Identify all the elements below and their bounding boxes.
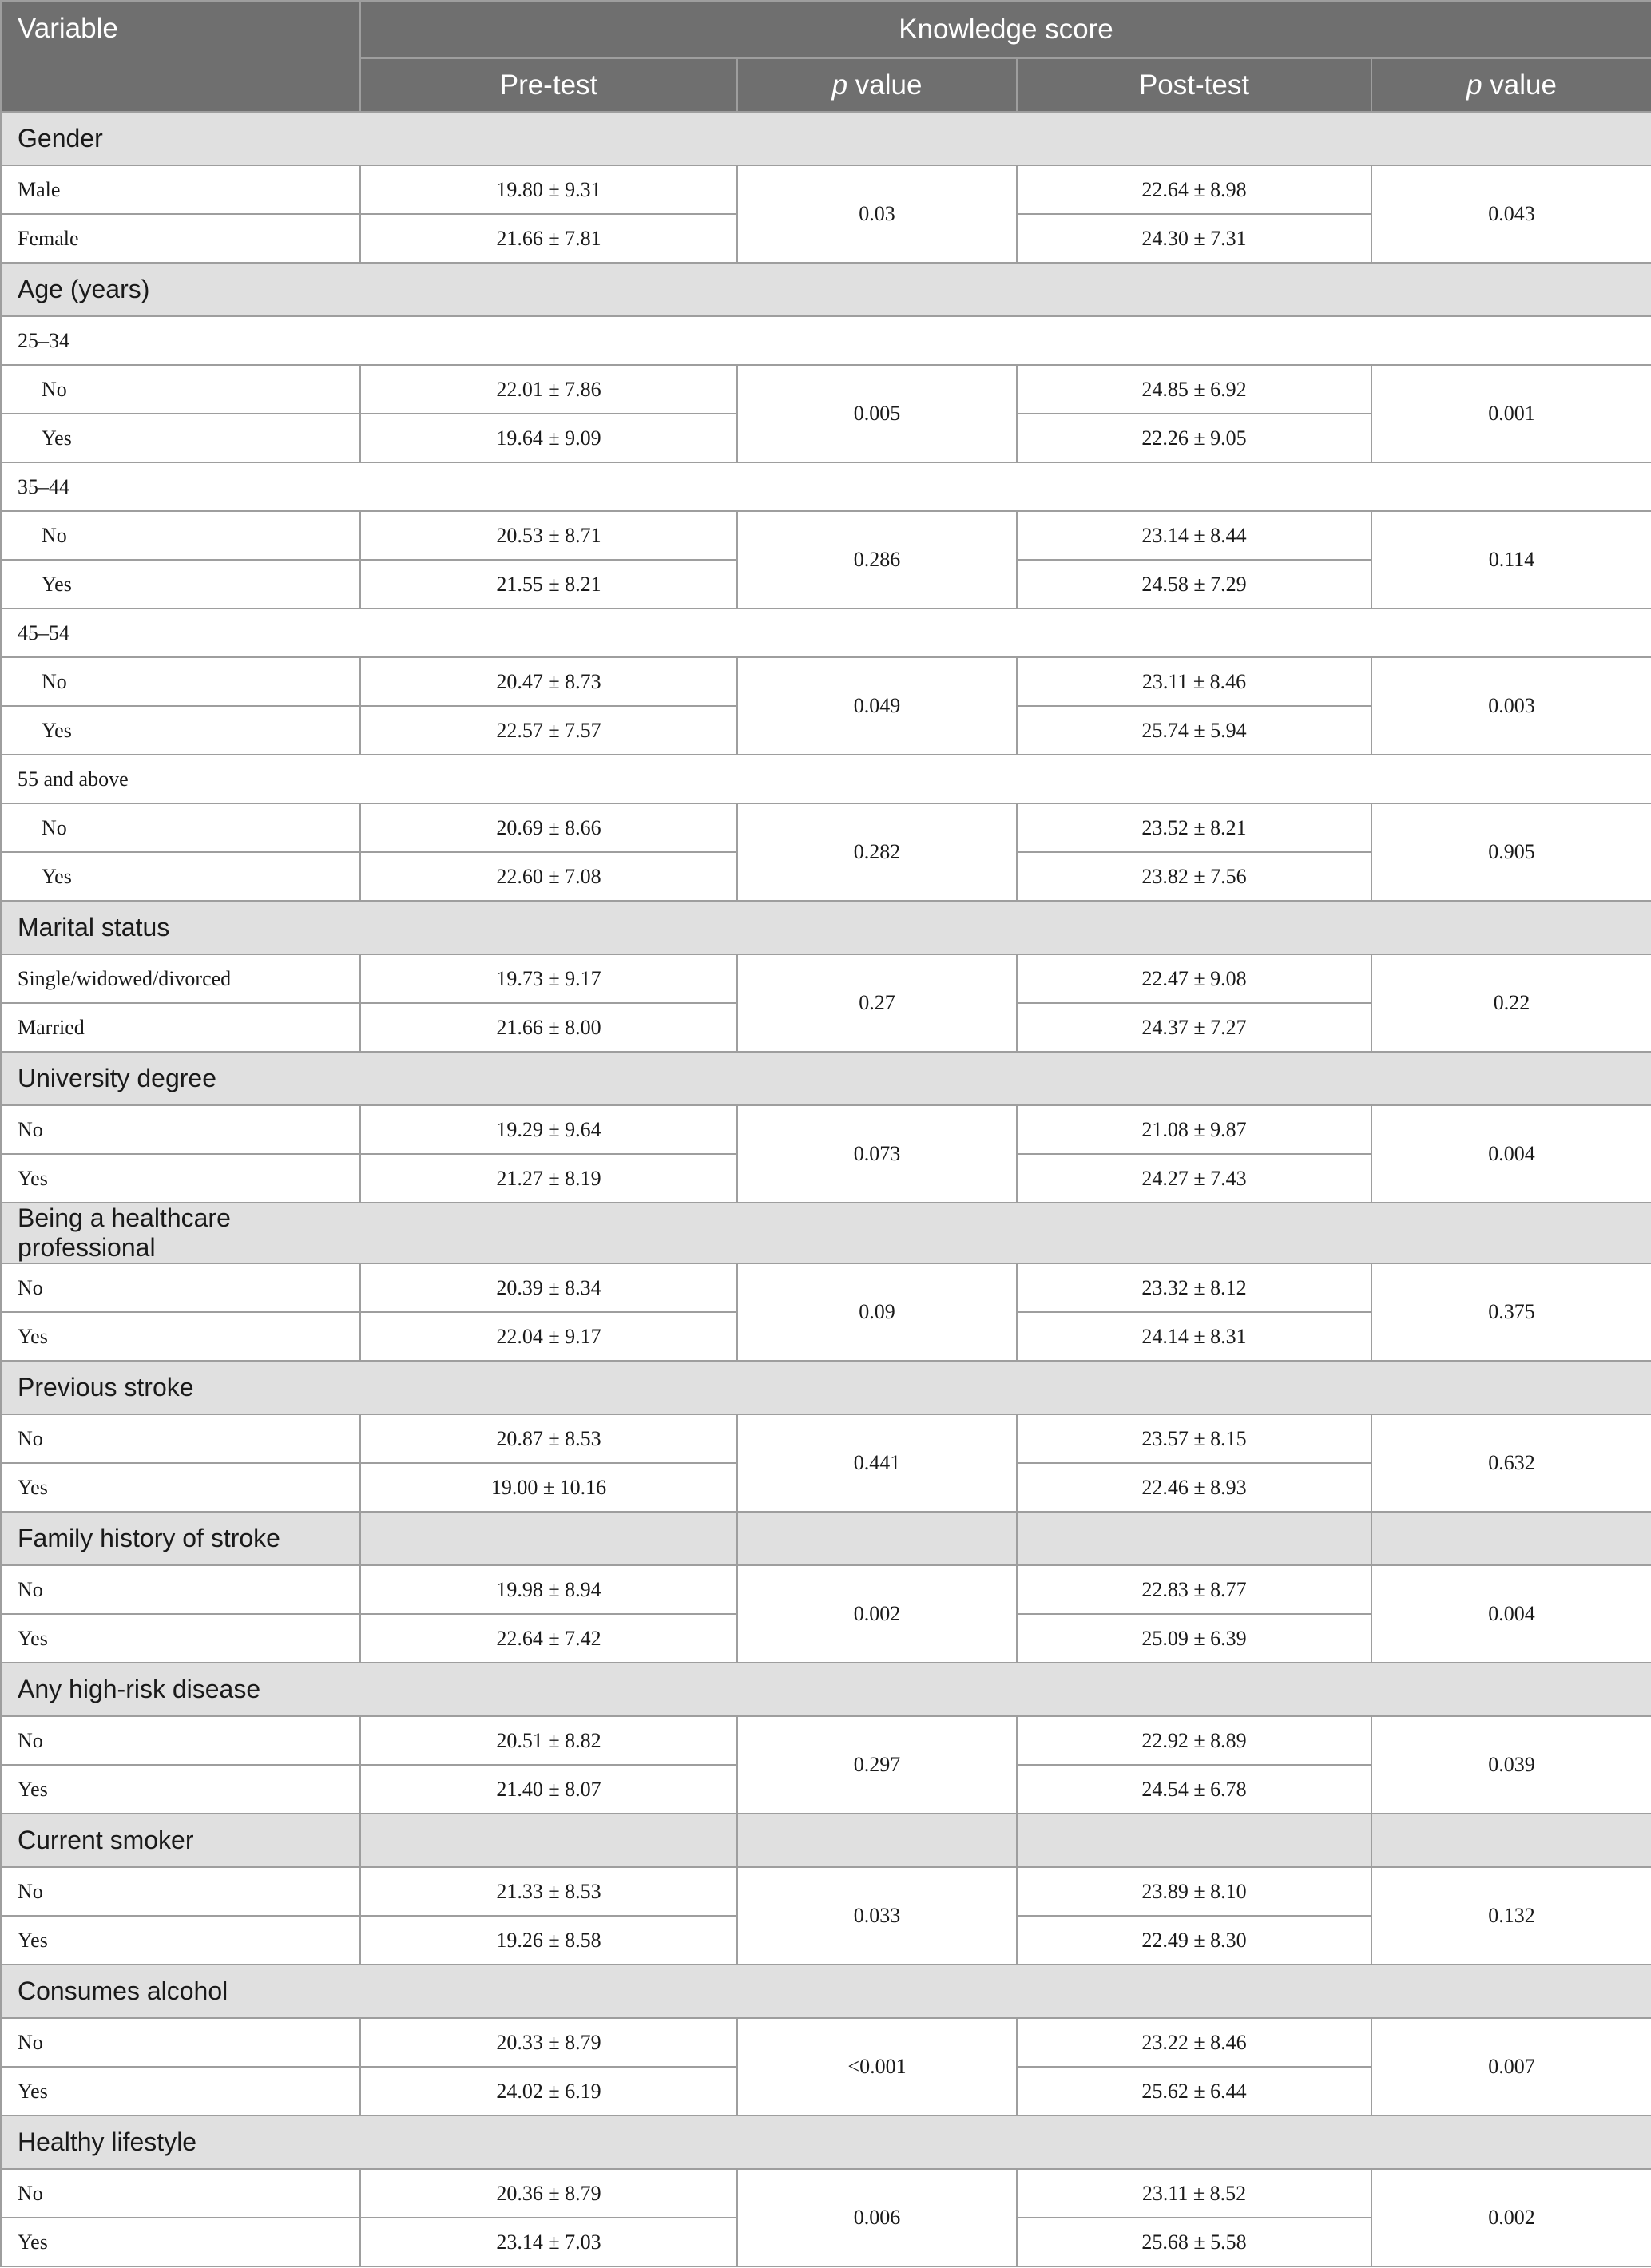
row-label: No: [1, 1565, 360, 1614]
category-cell: [737, 1203, 1017, 1263]
category-label: Family history of stroke: [1, 1512, 360, 1565]
pre-test-score: 22.57 ± 7.57: [360, 706, 737, 755]
post-test-p-value: 0.001: [1371, 365, 1651, 462]
post-test-score: 23.82 ± 7.56: [1017, 852, 1371, 901]
table-row: [1, 1414, 1651, 1463]
category-cell: [1371, 263, 1651, 316]
post-test-p-value: 0.007: [1371, 2018, 1651, 2115]
pre-test-score: 20.33 ± 8.79: [360, 2018, 737, 2067]
table-row: [1, 657, 1651, 706]
category-label: Healthy lifestyle: [1, 2115, 360, 2169]
post-test-p-value-header: [1371, 58, 1651, 112]
post-test-score: 23.11 ± 8.46: [1017, 657, 1371, 706]
subgroup-cell: [360, 609, 737, 657]
subgroup-row: [1, 609, 1651, 657]
row-label: Yes: [1, 852, 360, 901]
subgroup-row: [1, 316, 1651, 365]
category-row: [1, 2115, 1651, 2169]
post-test-p-value: 0.004: [1371, 1565, 1651, 1663]
pre-test-score: 19.29 ± 9.64: [360, 1105, 737, 1154]
post-test-score: 21.08 ± 9.87: [1017, 1105, 1371, 1154]
category-row: [1, 1965, 1651, 2018]
post-test-score: 22.49 ± 8.30: [1017, 1916, 1371, 1965]
subgroup-cell: [360, 755, 737, 803]
table-row: [1, 511, 1651, 560]
pre-test-score: 22.64 ± 7.42: [360, 1614, 737, 1663]
post-test-p-value: 0.002: [1371, 2169, 1651, 2266]
post-test-p-value: 0.905: [1371, 803, 1651, 901]
table-body: [1, 112, 1651, 2266]
post-test-p-value: 0.114: [1371, 511, 1651, 609]
category-cell: [737, 1052, 1017, 1105]
table-row: [1, 365, 1651, 414]
pre-test-header: Pre-test: [360, 58, 737, 112]
category-row: [1, 1814, 1651, 1867]
row-label: Married: [1, 1003, 360, 1052]
table-row: [1, 1716, 1651, 1765]
pre-test-p-value: 0.049: [737, 657, 1017, 755]
post-test-score: 23.89 ± 8.10: [1017, 1867, 1371, 1916]
table-row: [1, 1105, 1651, 1154]
category-cell: [737, 901, 1017, 954]
category-cell: [360, 112, 737, 165]
category-row: [1, 1203, 1651, 1263]
row-label: Yes: [1, 1463, 360, 1512]
subgroup-label: 25–34: [1, 316, 360, 365]
category-cell: [737, 1663, 1017, 1716]
category-cell: [360, 1361, 737, 1414]
row-label: No: [1, 657, 360, 706]
p-value-suffix: value: [847, 69, 923, 101]
post-test-score: 24.14 ± 8.31: [1017, 1312, 1371, 1361]
category-row: [1, 1361, 1651, 1414]
row-label: Yes: [1, 706, 360, 755]
category-cell: [1017, 263, 1371, 316]
subgroup-cell: [1017, 755, 1371, 803]
table-row: [1, 1867, 1651, 1916]
category-cell: [1017, 1512, 1371, 1565]
table-row: [1, 803, 1651, 852]
category-cell: [360, 263, 737, 316]
post-test-score: 23.32 ± 8.12: [1017, 1263, 1371, 1312]
category-cell: [737, 1512, 1017, 1565]
category-row: [1, 263, 1651, 316]
subgroup-cell: [737, 316, 1017, 365]
post-test-score: 22.92 ± 8.89: [1017, 1716, 1371, 1765]
post-test-score: 25.68 ± 5.58: [1017, 2218, 1371, 2266]
category-row: [1, 1052, 1651, 1105]
pre-test-p-value: 0.03: [737, 165, 1017, 263]
post-test-score: 24.54 ± 6.78: [1017, 1765, 1371, 1814]
subgroup-cell: [1371, 462, 1651, 511]
post-test-score: 25.62 ± 6.44: [1017, 2067, 1371, 2115]
subgroup-label: 35–44: [1, 462, 360, 511]
post-test-score: 23.52 ± 8.21: [1017, 803, 1371, 852]
pre-test-score: 20.87 ± 8.53: [360, 1414, 737, 1463]
category-cell: [1371, 1052, 1651, 1105]
post-test-score: 24.30 ± 7.31: [1017, 214, 1371, 263]
category-cell: [1017, 2115, 1371, 2169]
post-test-score: 22.26 ± 9.05: [1017, 414, 1371, 462]
post-test-header: Post-test: [1017, 58, 1371, 112]
row-label: No: [1, 1263, 360, 1312]
pre-test-score: 19.73 ± 9.17: [360, 954, 737, 1003]
post-test-score: 22.64 ± 8.98: [1017, 165, 1371, 214]
category-cell: [737, 1361, 1017, 1414]
row-label: Yes: [1, 1154, 360, 1203]
pre-test-score: 20.69 ± 8.66: [360, 803, 737, 852]
post-test-score: 24.37 ± 7.27: [1017, 1003, 1371, 1052]
pre-test-p-value: 0.006: [737, 2169, 1017, 2266]
category-cell: [1371, 1512, 1651, 1565]
category-cell: [1017, 1361, 1371, 1414]
pre-test-score: 21.33 ± 8.53: [360, 1867, 737, 1916]
p-italic: p: [1466, 69, 1482, 101]
post-test-score: 25.09 ± 6.39: [1017, 1614, 1371, 1663]
knowledge-score-header: Knowledge score: [360, 1, 1651, 58]
category-cell: [360, 901, 737, 954]
row-label: Yes: [1, 1312, 360, 1361]
category-label: Marital status: [1, 901, 360, 954]
subgroup-label: 55 and above: [1, 755, 360, 803]
category-label: Age (years): [1, 263, 360, 316]
category-row: [1, 901, 1651, 954]
pre-test-p-value-header: [737, 58, 1017, 112]
category-label: University degree: [1, 1052, 360, 1105]
subgroup-cell: [1017, 316, 1371, 365]
row-label: No: [1, 1867, 360, 1916]
category-cell: [1371, 1965, 1651, 2018]
subgroup-cell: [1017, 462, 1371, 511]
category-label: Gender: [1, 112, 360, 165]
category-label: Any high-risk disease: [1, 1663, 360, 1716]
category-cell: [1371, 1203, 1651, 1263]
post-test-score: 22.47 ± 9.08: [1017, 954, 1371, 1003]
table-row: [1, 165, 1651, 214]
category-cell: [1017, 901, 1371, 954]
row-label: Single/widowed/divorced: [1, 954, 360, 1003]
pre-test-p-value: 0.033: [737, 1867, 1017, 1965]
subgroup-cell: [1371, 316, 1651, 365]
row-label: No: [1, 1414, 360, 1463]
category-cell: [1017, 1203, 1371, 1263]
category-cell: [360, 1965, 737, 2018]
pre-test-score: 21.40 ± 8.07: [360, 1765, 737, 1814]
row-label: Yes: [1, 1765, 360, 1814]
category-label: Previous stroke: [1, 1361, 360, 1414]
category-cell: [737, 1965, 1017, 2018]
row-label: Yes: [1, 2067, 360, 2115]
pre-test-score: 19.98 ± 8.94: [360, 1565, 737, 1614]
row-label: No: [1, 1716, 360, 1765]
subgroup-cell: [360, 316, 737, 365]
row-label: No: [1, 1105, 360, 1154]
post-test-p-value: 0.632: [1371, 1414, 1651, 1512]
post-test-p-value: 0.004: [1371, 1105, 1651, 1203]
category-label: Being a healthcare professional: [1, 1203, 360, 1263]
p-italic: p: [831, 69, 848, 101]
table-header: [1, 1, 1651, 112]
pre-test-p-value: 0.005: [737, 365, 1017, 462]
category-cell: [1017, 112, 1371, 165]
post-test-score: 24.27 ± 7.43: [1017, 1154, 1371, 1203]
row-label: Male: [1, 165, 360, 214]
pre-test-score: 19.00 ± 10.16: [360, 1463, 737, 1512]
category-cell: [737, 263, 1017, 316]
post-test-score: 25.74 ± 5.94: [1017, 706, 1371, 755]
category-row: [1, 112, 1651, 165]
category-cell: [360, 1663, 737, 1716]
category-cell: [360, 1814, 737, 1867]
category-cell: [1017, 1663, 1371, 1716]
row-label: Yes: [1, 560, 360, 609]
category-cell: [1017, 1052, 1371, 1105]
row-label: No: [1, 365, 360, 414]
pre-test-p-value: 0.441: [737, 1414, 1017, 1512]
post-test-p-value: 0.043: [1371, 165, 1651, 263]
category-row: [1, 1663, 1651, 1716]
post-test-score: 23.22 ± 8.46: [1017, 2018, 1371, 2067]
post-test-score: 23.11 ± 8.52: [1017, 2169, 1371, 2218]
subgroup-row: [1, 462, 1651, 511]
pre-test-score: 22.60 ± 7.08: [360, 852, 737, 901]
pre-test-score: 24.02 ± 6.19: [360, 2067, 737, 2115]
subgroup-row: [1, 755, 1651, 803]
table-row: [1, 954, 1651, 1003]
row-label: No: [1, 511, 360, 560]
table-row: [1, 1263, 1651, 1312]
pre-test-score: 20.51 ± 8.82: [360, 1716, 737, 1765]
subgroup-cell: [1371, 609, 1651, 657]
category-cell: [737, 112, 1017, 165]
category-cell: [1017, 1814, 1371, 1867]
row-label: No: [1, 2169, 360, 2218]
category-cell: [1371, 1814, 1651, 1867]
subgroup-cell: [737, 462, 1017, 511]
pre-test-score: 22.04 ± 9.17: [360, 1312, 737, 1361]
p-value-suffix: value: [1482, 69, 1557, 101]
category-cell: [1371, 1361, 1651, 1414]
pre-test-score: 19.64 ± 9.09: [360, 414, 737, 462]
post-test-p-value: 0.132: [1371, 1867, 1651, 1965]
category-cell: [360, 1052, 737, 1105]
category-cell: [1017, 1965, 1371, 2018]
subgroup-cell: [737, 609, 1017, 657]
pre-test-p-value: 0.073: [737, 1105, 1017, 1203]
category-label: Consumes alcohol: [1, 1965, 360, 2018]
pre-test-score: 21.66 ± 8.00: [360, 1003, 737, 1052]
subgroup-cell: [737, 755, 1017, 803]
pre-test-p-value: 0.27: [737, 954, 1017, 1052]
category-cell: [360, 1203, 737, 1263]
category-cell: [1371, 2115, 1651, 2169]
category-cell: [1371, 112, 1651, 165]
pre-test-score: 20.47 ± 8.73: [360, 657, 737, 706]
variable-column-header: Variable: [1, 1, 360, 112]
pre-test-p-value: 0.286: [737, 511, 1017, 609]
row-label: Female: [1, 214, 360, 263]
post-test-score: 24.85 ± 6.92: [1017, 365, 1371, 414]
pre-test-score: 21.27 ± 8.19: [360, 1154, 737, 1203]
category-cell: [737, 2115, 1017, 2169]
post-test-p-value: 0.22: [1371, 954, 1651, 1052]
pre-test-score: 19.80 ± 9.31: [360, 165, 737, 214]
pre-test-p-value: 0.09: [737, 1263, 1017, 1361]
pre-test-score: 23.14 ± 7.03: [360, 2218, 737, 2266]
post-test-score: 22.46 ± 8.93: [1017, 1463, 1371, 1512]
row-label: Yes: [1, 2218, 360, 2266]
category-cell: [737, 1814, 1017, 1867]
table-row: [1, 2169, 1651, 2218]
row-label: No: [1, 803, 360, 852]
pre-test-score: 22.01 ± 7.86: [360, 365, 737, 414]
pre-test-score: 19.26 ± 8.58: [360, 1916, 737, 1965]
pre-test-score: 20.36 ± 8.79: [360, 2169, 737, 2218]
row-label: Yes: [1, 1916, 360, 1965]
pre-test-p-value: 0.002: [737, 1565, 1017, 1663]
pre-test-score: 20.53 ± 8.71: [360, 511, 737, 560]
post-test-p-value: 0.003: [1371, 657, 1651, 755]
subgroup-cell: [360, 462, 737, 511]
pre-test-p-value: 0.282: [737, 803, 1017, 901]
pre-test-score: 21.55 ± 8.21: [360, 560, 737, 609]
category-cell: [360, 2115, 737, 2169]
category-cell: [1371, 1663, 1651, 1716]
subgroup-label: 45–54: [1, 609, 360, 657]
row-label: Yes: [1, 414, 360, 462]
pre-test-score: 20.39 ± 8.34: [360, 1263, 737, 1312]
post-test-score: 22.83 ± 8.77: [1017, 1565, 1371, 1614]
category-cell: [1371, 901, 1651, 954]
pre-test-p-value: 0.297: [737, 1716, 1017, 1814]
table-row: [1, 2018, 1651, 2067]
post-test-score: 23.14 ± 8.44: [1017, 511, 1371, 560]
post-test-p-value: 0.039: [1371, 1716, 1651, 1814]
post-test-p-value: 0.375: [1371, 1263, 1651, 1361]
pre-test-p-value: <0.001: [737, 2018, 1017, 2115]
subgroup-cell: [1017, 609, 1371, 657]
category-cell: [360, 1512, 737, 1565]
table-row: [1, 1565, 1651, 1614]
post-test-score: 24.58 ± 7.29: [1017, 560, 1371, 609]
pre-test-score: 21.66 ± 7.81: [360, 214, 737, 263]
category-label: Current smoker: [1, 1814, 360, 1867]
row-label: Yes: [1, 1614, 360, 1663]
post-test-score: 23.57 ± 8.15: [1017, 1414, 1371, 1463]
subgroup-cell: [1371, 755, 1651, 803]
category-row: [1, 1512, 1651, 1565]
row-label: No: [1, 2018, 360, 2067]
